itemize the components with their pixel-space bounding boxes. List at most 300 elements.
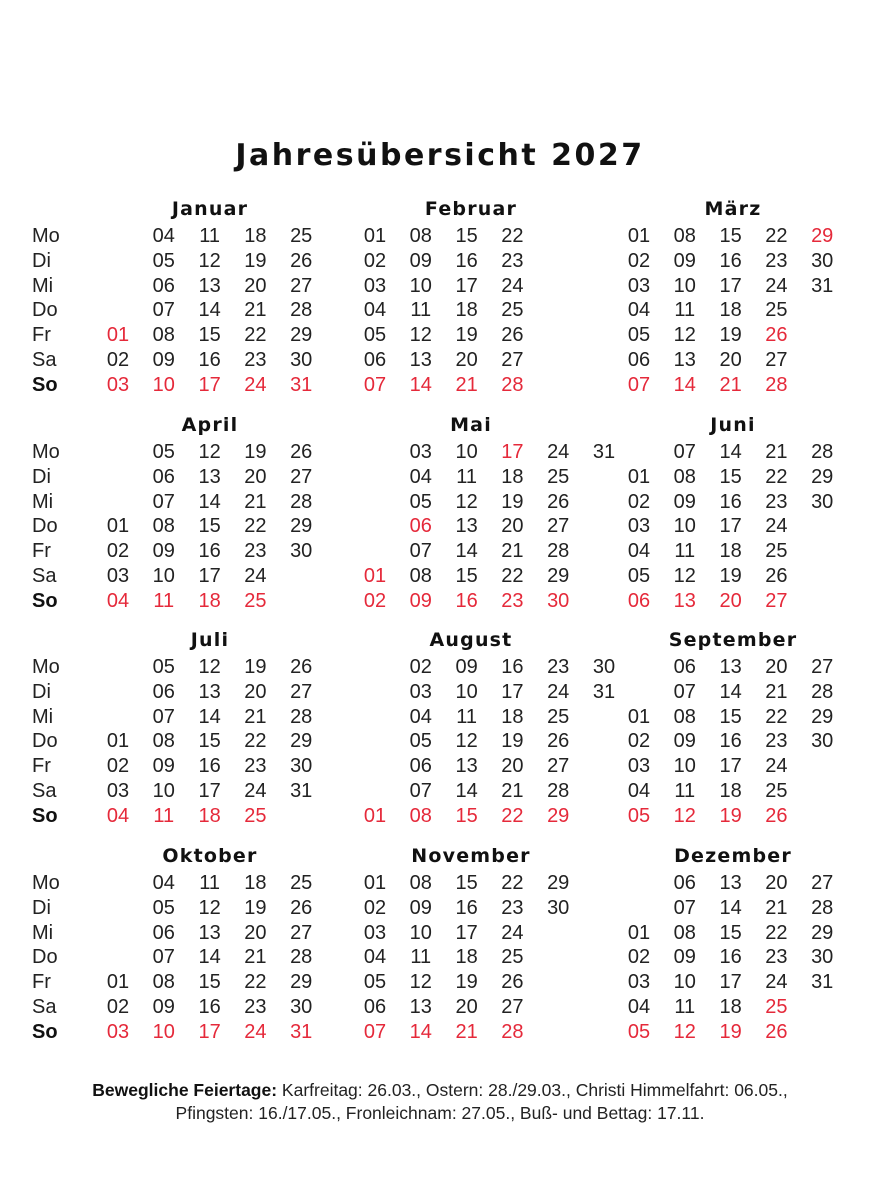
day-cell: 11: [199, 872, 220, 894]
day-cell: 21: [244, 299, 267, 322]
day-cell: 05: [409, 490, 432, 513]
page-title: Jahresübersicht 2027: [235, 138, 645, 173]
day-cell: 14: [409, 1020, 432, 1043]
day-cell: 07: [152, 705, 175, 728]
day-cell: 08: [152, 515, 175, 538]
day-cell: 22: [765, 225, 788, 247]
day-cell: 22: [244, 515, 267, 538]
weekday-label-mo: Mo: [32, 441, 60, 463]
day-cell: 03: [363, 274, 387, 297]
day-cell: 06: [363, 996, 387, 1018]
day-cell: 29: [290, 971, 313, 994]
day-cell: 08: [152, 971, 175, 994]
day-cell: 08: [409, 804, 432, 827]
day-cell: 27: [765, 589, 788, 612]
day-cell: 01: [627, 921, 651, 944]
month-name: Oktober: [162, 845, 258, 867]
month-name: September: [668, 629, 798, 651]
day-cell: 26: [501, 971, 524, 994]
day-cell: 04: [409, 705, 432, 728]
day-cell: 04: [106, 589, 130, 612]
day-cell: 16: [501, 656, 524, 678]
day-cell: 29: [811, 705, 834, 728]
day-cell: 30: [290, 540, 313, 563]
day-cell: 17: [198, 1020, 221, 1043]
day-cell: 13: [455, 755, 478, 778]
weekday-label-mo: Mo: [32, 656, 60, 678]
day-cell: 09: [673, 249, 696, 272]
day-cell: 05: [152, 896, 175, 919]
day-cell: 01: [106, 971, 130, 994]
day-cell: 13: [198, 274, 221, 297]
day-cell: 04: [627, 780, 651, 802]
day-cell: 23: [765, 249, 788, 272]
weekday-label-fr: Fr: [32, 755, 51, 778]
month-name: April: [181, 414, 239, 436]
day-cell: 08: [409, 872, 432, 894]
day-cell: 25: [244, 589, 267, 612]
day-cell: 20: [719, 589, 742, 612]
day-cell: 18: [501, 705, 524, 728]
weekday-label-di: Di: [32, 249, 51, 272]
day-cell: 07: [152, 946, 175, 969]
day-cell: 30: [547, 896, 570, 919]
day-cell: 09: [673, 490, 696, 513]
day-cell: 22: [765, 921, 788, 944]
day-cell: 20: [455, 349, 478, 371]
day-cell: 11: [199, 225, 220, 247]
day-cell: 06: [152, 680, 175, 703]
day-cell: 02: [409, 656, 432, 678]
day-cell: 04: [363, 946, 387, 969]
day-cell: 22: [765, 465, 788, 488]
day-cell: 10: [152, 565, 175, 587]
day-cell: 17: [719, 515, 742, 538]
weekday-label-do: Do: [32, 946, 58, 969]
day-cell: 16: [719, 490, 742, 513]
day-cell: 20: [719, 349, 742, 371]
weekday-label-so: So: [32, 804, 58, 827]
day-cell: 17: [719, 971, 742, 994]
day-cell: 07: [409, 540, 432, 563]
day-cell: 31: [811, 274, 834, 297]
day-cell: 04: [409, 465, 432, 488]
day-cell: 19: [719, 565, 742, 587]
day-cell: 30: [592, 656, 616, 678]
day-cell: 08: [152, 324, 175, 347]
day-cell: 27: [290, 680, 313, 703]
day-cell: 16: [719, 249, 742, 272]
day-cell: 19: [455, 324, 478, 347]
day-cell: 15: [455, 804, 478, 827]
weekday-label-sa: Sa: [32, 565, 57, 587]
month-name: Juni: [710, 414, 756, 436]
weekday-label-so: So: [32, 1020, 58, 1043]
day-cell: 30: [290, 996, 313, 1018]
day-cell: 22: [244, 730, 267, 753]
weekday-label-mi: Mi: [32, 490, 54, 513]
day-cell: 31: [290, 1020, 313, 1043]
day-cell: 07: [627, 373, 651, 396]
day-cell: 26: [765, 1020, 788, 1043]
day-cell: 13: [673, 589, 696, 612]
day-cell: 22: [501, 565, 524, 587]
month-name: März: [704, 198, 762, 220]
month-name: November: [411, 845, 531, 867]
day-cell: 06: [152, 465, 175, 488]
day-cell: 06: [627, 349, 651, 371]
day-cell: 15: [198, 515, 221, 538]
day-cell: 25: [547, 705, 570, 728]
day-cell: 25: [501, 299, 524, 322]
footnote-line-2: Pfingsten: 16./17.05., Fronleichnam: 27.05., Buß- und Bettag: 17.11.: [175, 1103, 705, 1123]
day-cell: 17: [501, 441, 524, 463]
day-cell: 21: [501, 780, 524, 802]
weekday-label-do: Do: [32, 515, 58, 538]
day-cell: 19: [244, 249, 267, 272]
weekday-label-so: So: [32, 589, 58, 612]
day-cell: 02: [106, 755, 130, 778]
day-cell: 10: [152, 1020, 175, 1043]
day-cell: 01: [363, 804, 387, 827]
day-cell: 19: [455, 971, 478, 994]
month-name: Juli: [190, 629, 230, 651]
day-cell: 26: [765, 804, 788, 827]
day-cell: 30: [290, 755, 313, 778]
day-cell: 01: [627, 225, 651, 247]
day-cell: 27: [765, 349, 788, 371]
day-cell: 24: [244, 373, 267, 396]
day-cell: 23: [244, 755, 267, 778]
day-cell: 24: [765, 755, 788, 778]
day-cell: 03: [409, 680, 432, 703]
day-cell: 12: [673, 565, 696, 587]
day-cell: 30: [811, 249, 834, 272]
day-cell: 12: [198, 249, 221, 272]
day-cell: 05: [363, 324, 387, 347]
day-cell: 02: [627, 946, 651, 969]
day-cell: 07: [409, 780, 432, 802]
day-cell: 01: [627, 705, 651, 728]
day-cell: 27: [501, 996, 524, 1018]
day-cell: 12: [198, 656, 221, 678]
day-cell: 14: [198, 946, 221, 969]
day-cell: 13: [198, 465, 221, 488]
day-cell: 17: [198, 373, 221, 396]
day-cell: 17: [455, 921, 478, 944]
day-cell: 14: [455, 540, 478, 563]
weekday-label-mi: Mi: [32, 274, 54, 297]
day-cell: 07: [673, 680, 696, 703]
day-cell: 24: [244, 780, 267, 802]
day-cell: 21: [244, 946, 267, 969]
day-cell: 25: [765, 540, 788, 563]
day-cell: 21: [719, 373, 742, 396]
day-cell: 17: [719, 755, 742, 778]
weekday-label-mo: Mo: [32, 872, 60, 894]
day-cell: 18: [244, 225, 267, 247]
day-cell: 29: [290, 324, 313, 347]
day-cell: 20: [765, 872, 788, 894]
day-cell: 01: [363, 225, 387, 247]
day-cell: 30: [811, 946, 834, 969]
day-cell: 05: [627, 804, 651, 827]
day-cell: 08: [409, 225, 432, 247]
day-cell: 18: [455, 946, 478, 969]
day-cell: 12: [198, 896, 221, 919]
footnote-label: Bewegliche Feiertage:: [92, 1080, 278, 1100]
day-cell: 01: [363, 565, 387, 587]
day-cell: 04: [627, 996, 651, 1018]
day-cell: 28: [765, 373, 788, 396]
day-cell: 13: [409, 996, 432, 1018]
weekday-label-mi: Mi: [32, 921, 54, 944]
day-cell: 23: [244, 540, 267, 563]
day-cell: 11: [153, 589, 175, 612]
day-cell: 21: [501, 540, 524, 563]
day-cell: 15: [455, 225, 478, 247]
day-cell: 22: [244, 971, 267, 994]
day-cell: 21: [765, 441, 788, 463]
day-cell: 18: [719, 996, 742, 1018]
day-cell: 29: [547, 565, 570, 587]
day-cell: 04: [106, 804, 130, 827]
day-cell: 14: [198, 490, 221, 513]
day-cell: 10: [409, 274, 432, 297]
day-cell: 23: [765, 730, 788, 753]
day-cell: 25: [765, 299, 788, 322]
day-cell: 30: [290, 349, 313, 371]
day-cell: 24: [547, 680, 570, 703]
day-cell: 21: [765, 896, 788, 919]
day-cell: 19: [501, 490, 524, 513]
day-cell: 29: [290, 515, 313, 538]
month-name: Januar: [171, 198, 249, 220]
day-cell: 03: [409, 441, 432, 463]
day-cell: 16: [198, 349, 221, 371]
day-cell: 23: [244, 996, 267, 1018]
day-cell: 25: [501, 946, 524, 969]
day-cell: 13: [409, 349, 432, 371]
day-cell: 27: [290, 465, 313, 488]
day-cell: 10: [673, 755, 696, 778]
day-cell: 23: [244, 349, 267, 371]
day-cell: 14: [719, 680, 742, 703]
day-cell: 04: [627, 299, 651, 322]
day-cell: 15: [455, 565, 478, 587]
day-cell: 21: [455, 373, 478, 396]
day-cell: 14: [198, 705, 221, 728]
day-cell: 22: [501, 225, 524, 247]
day-cell: 10: [673, 515, 696, 538]
day-cell: 20: [455, 996, 478, 1018]
day-cell: 26: [290, 656, 313, 678]
day-cell: 16: [198, 755, 221, 778]
day-cell: 24: [765, 515, 788, 538]
day-cell: 31: [811, 971, 834, 994]
day-cell: 13: [673, 349, 696, 371]
day-cell: 15: [455, 872, 478, 894]
day-cell: 08: [152, 730, 175, 753]
day-cell: 22: [244, 324, 267, 347]
day-cell: 11: [153, 804, 175, 827]
month-name: Dezember: [674, 845, 792, 867]
month-name: Mai: [450, 414, 492, 436]
day-cell: 18: [719, 780, 742, 802]
day-cell: 27: [547, 515, 570, 538]
day-cell: 06: [627, 589, 651, 612]
day-cell: 12: [455, 730, 478, 753]
day-cell: 08: [673, 465, 696, 488]
weekday-label-sa: Sa: [32, 349, 57, 371]
day-cell: 26: [547, 490, 570, 513]
day-cell: 27: [290, 274, 313, 297]
day-cell: 06: [673, 656, 696, 678]
weekday-label-mi: Mi: [32, 705, 54, 728]
day-cell: 15: [719, 921, 742, 944]
day-cell: 01: [106, 515, 130, 538]
day-cell: 27: [811, 872, 834, 894]
day-cell: 29: [811, 921, 834, 944]
day-cell: 05: [627, 1020, 651, 1043]
day-cell: 20: [765, 656, 788, 678]
day-cell: 15: [198, 730, 221, 753]
day-cell: 17: [501, 680, 524, 703]
day-cell: 26: [547, 730, 570, 753]
day-cell: 19: [244, 441, 267, 463]
day-cell: 13: [455, 515, 478, 538]
day-cell: 12: [198, 441, 221, 463]
day-cell: 21: [244, 705, 267, 728]
day-cell: 18: [244, 872, 267, 894]
day-cell: 03: [106, 565, 130, 587]
day-cell: 23: [501, 896, 524, 919]
day-cell: 19: [719, 1020, 742, 1043]
day-cell: 16: [719, 730, 742, 753]
day-cell: 26: [765, 324, 788, 347]
weekday-label-di: Di: [32, 680, 51, 703]
day-cell: 07: [152, 490, 175, 513]
day-cell: 17: [719, 274, 742, 297]
day-cell: 06: [409, 755, 432, 778]
day-cell: 09: [673, 946, 696, 969]
day-cell: 28: [811, 896, 834, 919]
day-cell: 02: [106, 996, 130, 1018]
day-cell: 28: [811, 441, 834, 463]
day-cell: 15: [719, 705, 742, 728]
day-cell: 26: [290, 896, 313, 919]
day-cell: 21: [455, 1020, 478, 1043]
day-cell: 25: [547, 465, 570, 488]
day-cell: 29: [547, 872, 570, 894]
day-cell: 07: [363, 373, 387, 396]
day-cell: 12: [455, 490, 478, 513]
day-cell: 19: [501, 730, 524, 753]
day-cell: 10: [152, 780, 175, 802]
day-cell: 28: [290, 299, 313, 322]
day-cell: 19: [244, 656, 267, 678]
day-cell: 22: [765, 705, 788, 728]
day-cell: 31: [290, 373, 313, 396]
day-cell: 18: [198, 589, 221, 612]
day-cell: 25: [290, 225, 313, 247]
day-cell: 16: [198, 540, 221, 563]
day-cell: 10: [673, 971, 696, 994]
day-cell: 11: [456, 465, 477, 488]
day-cell: 23: [501, 589, 524, 612]
day-cell: 11: [674, 996, 696, 1018]
day-cell: 07: [673, 441, 696, 463]
day-cell: 03: [627, 971, 651, 994]
day-cell: 14: [719, 441, 742, 463]
day-cell: 26: [290, 249, 313, 272]
day-cell: 29: [811, 225, 834, 247]
day-cell: 11: [674, 780, 696, 802]
day-cell: 24: [244, 1020, 267, 1043]
day-cell: 09: [152, 349, 175, 371]
day-cell: 13: [719, 872, 742, 894]
day-cell: 28: [547, 780, 570, 802]
day-cell: 24: [244, 565, 267, 587]
day-cell: 05: [627, 565, 651, 587]
day-cell: 06: [152, 921, 175, 944]
day-cell: 24: [765, 971, 788, 994]
day-cell: 31: [290, 780, 313, 802]
day-cell: 14: [409, 373, 432, 396]
weekday-label-fr: Fr: [32, 324, 51, 347]
day-cell: 02: [363, 896, 387, 919]
footnote-line-1: Karfreitag: 26.03., Ostern: 28./29.03., Christi Himmelfahrt: 06.05.,: [277, 1080, 788, 1100]
day-cell: 17: [198, 780, 221, 802]
day-cell: 18: [198, 804, 221, 827]
day-cell: 27: [290, 921, 313, 944]
day-cell: 13: [198, 680, 221, 703]
day-cell: 14: [198, 299, 221, 322]
day-cell: 28: [501, 1020, 524, 1043]
weekday-label-mo: Mo: [32, 225, 60, 247]
day-cell: 03: [106, 780, 130, 802]
day-cell: 03: [363, 921, 387, 944]
day-cell: 05: [627, 324, 651, 347]
day-cell: 28: [290, 946, 313, 969]
day-cell: 30: [811, 490, 834, 513]
day-cell: 28: [501, 373, 524, 396]
day-cell: 18: [719, 540, 742, 563]
day-cell: 28: [290, 490, 313, 513]
day-cell: 23: [765, 946, 788, 969]
day-cell: 30: [811, 730, 834, 753]
day-cell: 12: [673, 324, 696, 347]
day-cell: 05: [363, 971, 387, 994]
day-cell: 09: [409, 589, 432, 612]
day-cell: 06: [409, 515, 432, 538]
weekday-label-fr: Fr: [32, 971, 51, 994]
day-cell: 20: [244, 465, 267, 488]
day-cell: 18: [501, 465, 524, 488]
day-cell: 01: [106, 324, 130, 347]
day-cell: 14: [719, 896, 742, 919]
day-cell: 11: [674, 299, 696, 322]
day-cell: 29: [290, 730, 313, 753]
day-cell: 14: [455, 780, 478, 802]
day-cell: 16: [719, 946, 742, 969]
day-cell: 11: [456, 705, 477, 728]
day-cell: 08: [673, 921, 696, 944]
day-cell: 31: [592, 441, 616, 463]
day-cell: 02: [363, 249, 387, 272]
day-cell: 09: [409, 249, 432, 272]
day-cell: 03: [106, 1020, 130, 1043]
